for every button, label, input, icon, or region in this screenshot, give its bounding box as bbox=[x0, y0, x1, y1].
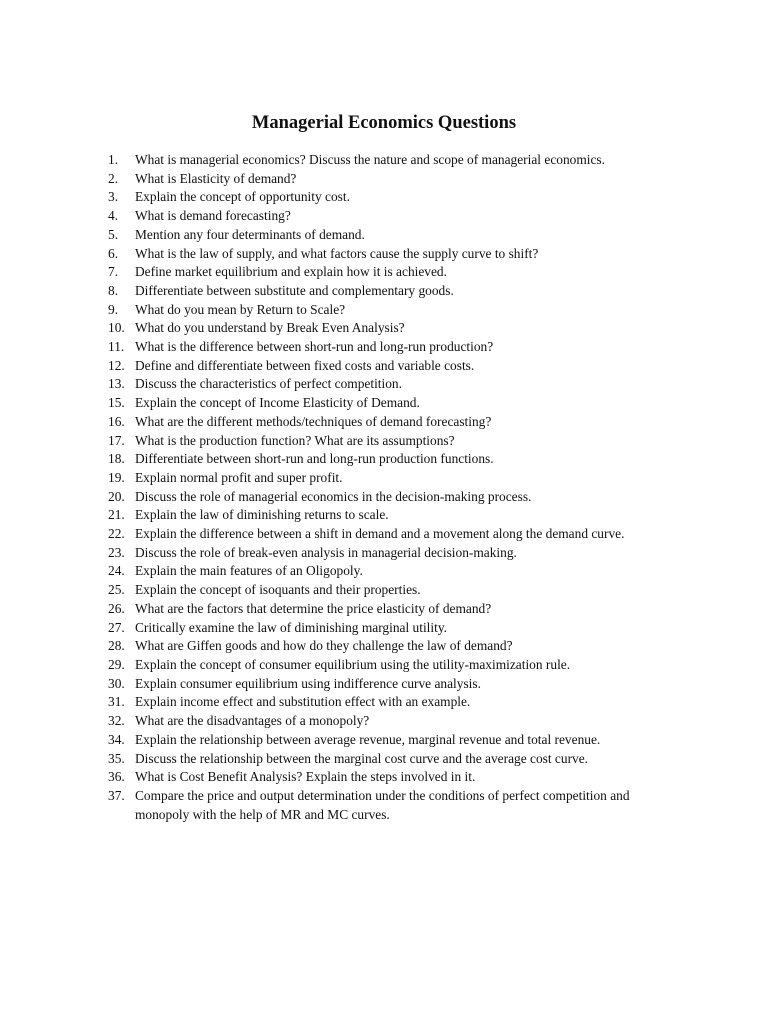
question-number: 27. bbox=[108, 619, 125, 635]
question-item bbox=[108, 245, 668, 264]
question-text: What is the law of supply, and what factors cause the supply curve to shift? bbox=[135, 245, 539, 261]
question-text: Explain the concept of consumer equilibrium using the utility-maximization rule. bbox=[135, 656, 571, 672]
question-text: Differentiate between short-run and long-run production functions. bbox=[135, 451, 494, 467]
question-text: Discuss the relationship between the marginal cost curve and the average cost curve. bbox=[135, 750, 589, 766]
question-item bbox=[108, 282, 668, 301]
question-item bbox=[108, 488, 668, 507]
document-title: Managerial Economics Questions bbox=[251, 113, 517, 133]
question-number: 11. bbox=[108, 339, 125, 355]
question-text: Discuss the characteristics of perfect competition. bbox=[135, 376, 402, 392]
question-number: 16. bbox=[108, 413, 125, 429]
question-text: What are the disadvantages of a monopoly? bbox=[135, 713, 370, 729]
question-number: 19. bbox=[108, 469, 125, 485]
question-item bbox=[108, 544, 668, 563]
question-text: Critically examine the law of diminishing marginal utility. bbox=[135, 619, 448, 635]
question-number: 6. bbox=[108, 245, 119, 261]
question-number: 13. bbox=[108, 376, 125, 392]
question-number: 17. bbox=[108, 432, 125, 448]
question-text: What is the difference between short-run and long-run production? bbox=[135, 339, 494, 355]
question-text: What do you mean by Return to Scale? bbox=[135, 301, 346, 317]
question-text: What are the factors that determine the price elasticity of demand? bbox=[135, 600, 492, 616]
question-text: Define and differentiate between fixed costs and variable costs. bbox=[135, 357, 475, 373]
question-item bbox=[108, 338, 668, 357]
question-text: Explain the relationship between average revenue, marginal revenue and total revenue. bbox=[135, 731, 601, 747]
question-item bbox=[108, 319, 668, 338]
question-item bbox=[108, 413, 668, 432]
question-item bbox=[108, 226, 668, 245]
question-item bbox=[108, 432, 668, 451]
question-number: 7. bbox=[108, 264, 119, 280]
question-item bbox=[108, 170, 668, 189]
question-number: 36. bbox=[108, 769, 125, 785]
question-item bbox=[108, 207, 668, 226]
question-number: 26. bbox=[108, 600, 125, 616]
question-text: Discuss the role of break-even analysis in managerial decision-making. bbox=[135, 544, 517, 560]
question-text: What do you understand by Break Even Analysis? bbox=[135, 320, 405, 336]
question-item bbox=[108, 581, 668, 600]
question-item bbox=[108, 188, 668, 207]
question-item bbox=[108, 357, 668, 376]
question-item bbox=[108, 637, 668, 656]
question-item bbox=[108, 619, 668, 638]
question-text: Explain the concept of opportunity cost. bbox=[135, 189, 350, 205]
question-number: 21. bbox=[108, 507, 125, 523]
question-item bbox=[108, 562, 668, 581]
question-number: 30. bbox=[108, 675, 125, 691]
question-number: 12. bbox=[108, 357, 125, 373]
question-number: 32. bbox=[108, 713, 125, 729]
question-text: Mention any four determinants of demand. bbox=[135, 226, 365, 242]
question-number: 3. bbox=[108, 189, 119, 205]
question-number: 37. bbox=[108, 787, 125, 803]
question-number: 34. bbox=[108, 731, 125, 747]
question-text: What is demand forecasting? bbox=[135, 208, 291, 224]
question-text: Explain the law of diminishing returns to scale. bbox=[135, 507, 389, 523]
question-number: 10. bbox=[108, 320, 125, 336]
question-text: Explain the main features of an Oligopoly. bbox=[135, 563, 363, 579]
question-item bbox=[108, 450, 668, 469]
question-text: What is Cost Benefit Analysis? Explain the steps involved in it. bbox=[135, 769, 476, 785]
question-item bbox=[108, 750, 668, 769]
question-item bbox=[108, 525, 668, 544]
question-list bbox=[108, 151, 668, 824]
question-number: 15. bbox=[108, 395, 125, 411]
question-number: 25. bbox=[108, 582, 125, 598]
question-text: Explain the concept of isoquants and their properties. bbox=[135, 582, 421, 598]
question-item bbox=[108, 731, 668, 750]
question-text: What are Giffen goods and how do they challenge the law of demand? bbox=[135, 638, 513, 654]
question-item bbox=[108, 787, 668, 824]
question-text: What are the different methods/techniques of demand forecasting? bbox=[135, 413, 492, 429]
question-item bbox=[108, 675, 668, 694]
question-number: 2. bbox=[108, 170, 119, 186]
question-item bbox=[108, 375, 668, 394]
question-number: 8. bbox=[108, 282, 119, 298]
question-text: Explain the concept of Income Elasticity of Demand. bbox=[135, 395, 420, 411]
question-item bbox=[108, 506, 668, 525]
question-item bbox=[108, 712, 668, 731]
question-item bbox=[108, 263, 668, 282]
question-number: 4. bbox=[108, 208, 119, 224]
question-number: 18. bbox=[108, 451, 125, 467]
question-text: Define market equilibrium and explain how it is achieved. bbox=[135, 264, 447, 280]
question-item bbox=[108, 656, 668, 675]
question-text: What is Elasticity of demand? bbox=[135, 170, 297, 186]
question-text: Explain consumer equilibrium using indifference curve analysis. bbox=[135, 675, 481, 691]
question-number: 35. bbox=[108, 750, 125, 766]
question-number: 23. bbox=[108, 544, 125, 560]
question-number: 24. bbox=[108, 563, 125, 579]
question-number: 5. bbox=[108, 226, 119, 242]
question-text: What is the production function? What are its assumptions? bbox=[135, 432, 455, 448]
question-number: 9. bbox=[108, 301, 119, 317]
question-item bbox=[108, 768, 668, 787]
question-number: 29. bbox=[108, 656, 125, 672]
question-text: Explain the difference between a shift in demand and a movement along the demand curve. bbox=[135, 526, 625, 542]
question-item bbox=[108, 301, 668, 320]
question-item bbox=[108, 600, 668, 619]
question-item bbox=[108, 693, 668, 712]
question-number: 20. bbox=[108, 488, 125, 504]
question-number: 28. bbox=[108, 638, 125, 654]
question-item bbox=[108, 151, 668, 170]
question-text: Differentiate between substitute and complementary goods. bbox=[135, 282, 454, 298]
question-text: Explain income effect and substitution effect with an example. bbox=[135, 694, 471, 710]
question-item bbox=[108, 394, 668, 413]
question-text: What is managerial economics? Discuss the nature and scope of managerial economics. bbox=[135, 152, 605, 167]
question-number: 31. bbox=[108, 694, 125, 710]
question-text: Discuss the role of managerial economics in the decision-making process. bbox=[135, 488, 532, 504]
question-text: Explain normal profit and super profit. bbox=[135, 469, 343, 485]
question-text: Compare the price and output determination under the conditions of perfect competition and monopoly with the help of MR and MC curves. bbox=[135, 787, 630, 822]
question-number: 22. bbox=[108, 526, 125, 542]
question-item bbox=[108, 469, 668, 488]
question-number: 1. bbox=[108, 152, 119, 167]
